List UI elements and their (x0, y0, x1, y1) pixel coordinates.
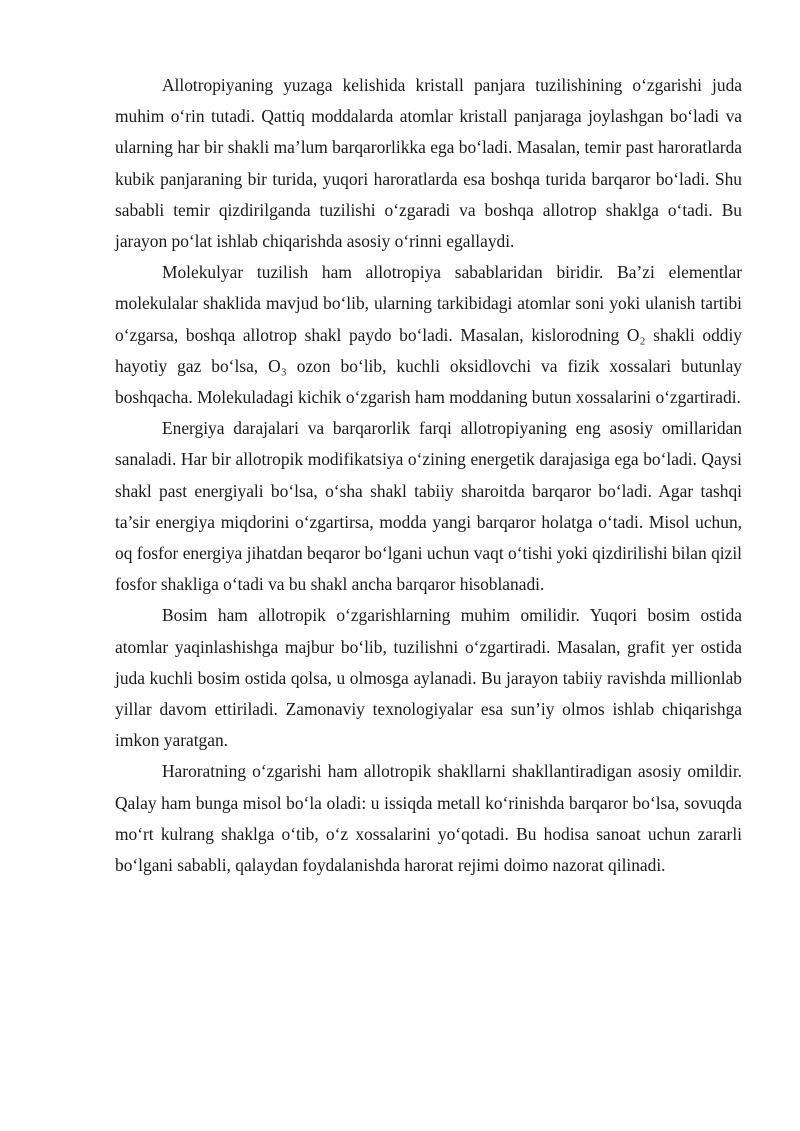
document-body (115, 70, 742, 881)
paragraph-temperature: Haroratning o‘zgarishi ham allotropik shakllarni shakllantiradigan asosiy omildir. Qalay ham bunga misol bo‘la oladi: u issiqda metall ko‘rinishda barqaror bo‘lsa, sovuqda mo‘rt kulrang shaklga o‘tib, o‘z xossalarini yo‘qotadi. Bu hodisa sanoat uchun zararli bo‘lgani sababli, qalaydan foydalanishda harorat rejimi doimo nazorat qilinadi. (115, 761, 742, 876)
paragraph-molecular-structure: Molekulyar tuzilish ham allotropiya sabablaridan biridir. Ba’zi elementlar molekulalar shaklida mavjud bo‘lib, ularning tarkibidagi atomlar soni yoki ulanish tartibi o‘zgarsa, boshqa allotrop shakl paydo bo‘ladi. Masalan, kislorodning O₂ shakli oddiy hayotiy gaz bo‘lsa, O₃ ozon bo‘lib, kuchli oksidlovchi va fizik xossalari butunlay boshqacha. Molekuladagi kichik o‘zgarish ham moddaning butun xossalarini o‘zgartiradi. (115, 262, 742, 408)
paragraph-energy-levels: Energiya darajalari va barqarorlik farqi allotropiyaning eng asosiy omillaridan sanaladi. Har bir allotropik modifikatsiya o‘zining energetik darajasiga ega bo‘ladi. Qaysi shakl past energiyali bo‘lsa, o‘sha shakl tabiiy sharoitda barqaror bo‘ladi. Agar tashqi ta’sir energiya miqdorini o‘zgartirsa, modda yangi barqaror holatga o‘tadi. Misol uchun, oq fosfor energiya jihatdan beqaror bo‘lgani uchun vaqt o‘tishi yoki qizdirilishi bilan qizil fosfor shakliga o‘tadi va bu shakl ancha barqaror hisoblanadi. (115, 418, 742, 595)
paragraph-pressure: Bosim ham allotropik o‘zgarishlarning muhim omilidir. Yuqori bosim ostida atomlar yaqinlashishga majbur bo‘lib, tuzilishni o‘zgartiradi. Masalan, grafit yer ostida juda kuchli bosim ostida qolsa, u olmosga aylanadi. Bu jarayon tabiiy ravishda millionlab yillar davom ettiriladi. Zamonaviy texnologiyalar esa sun’iy olmos ishlab chiqarishga imkon yaratgan. (115, 605, 742, 751)
paragraph-crystal-lattice: Allotropiyaning yuzaga kelishida kristall panjara tuzilishining o‘zgarishi juda muhim o‘rin tutadi. Qattiq moddalarda atomlar kristall panjaraga joylashgan bo‘ladi va ularning har bir shakli ma’lum barqarorlikka ega bo‘ladi. Masalan, temir past haroratlarda kubik panjaraning bir turida, yuqori haroratlarda esa boshqa turida barqaror bo‘ladi. Shu sababli temir qizdirilganda tuzilishi o‘zgaradi va boshqa allotrop shaklga o‘tadi. Bu jarayon po‘lat ishlab chiqarishda asosiy o‘rinni egallaydi. (115, 75, 742, 252)
